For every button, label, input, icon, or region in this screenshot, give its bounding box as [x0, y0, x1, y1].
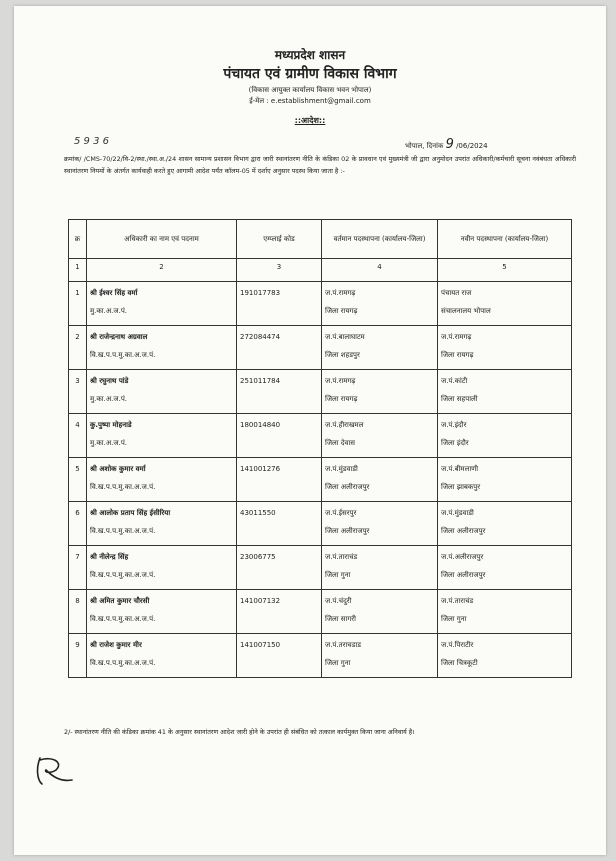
row-sn: [69, 634, 87, 678]
row-current-cell: [322, 326, 438, 370]
new-office: ज.पं.पिराटीर: [441, 641, 474, 649]
row-new-cell: [438, 370, 572, 414]
row-new-cell: [438, 458, 572, 502]
officer-name: श्री राजेन्द्रनाथ अग्रवाल: [90, 333, 148, 341]
row-sn: [69, 546, 87, 590]
officer-name: श्री रघुनाथ पांडे: [90, 377, 129, 385]
col-num: 3: [237, 259, 322, 282]
order-number: 5 9 3 6: [74, 136, 109, 147]
row-name-cell: [87, 590, 237, 634]
officer-name: श्री नीलेन्द्र सिंह: [90, 553, 129, 561]
sn-text: 9: [75, 641, 80, 649]
transfer-table: [68, 219, 572, 678]
row-current-cell: [322, 502, 438, 546]
new-district: संचालनालय भोपाल: [441, 307, 491, 315]
new-district: जिला इंदौर: [441, 439, 469, 447]
row-new-cell: [438, 634, 572, 678]
row-current-cell: [322, 634, 438, 678]
sn-text: 4: [75, 421, 80, 429]
table-row: [69, 282, 572, 326]
new-office: ज.पं.इंदौर: [441, 421, 467, 429]
row-new-cell: [438, 590, 572, 634]
sn-text: 2: [75, 333, 80, 341]
table-header-row: [69, 220, 572, 259]
officer-name: श्री अशोक कुमार वर्मा: [90, 465, 146, 473]
current-district: जिला रायगढ़: [325, 395, 358, 403]
row-code-cell: [237, 326, 322, 370]
order-title: ::आदेश::: [294, 116, 326, 125]
current-district: जिला गुना: [325, 659, 351, 667]
govt-name: मध्यप्रदेश शासन: [274, 48, 346, 62]
new-office: ज.पं.ताराचंड: [441, 597, 474, 605]
row-sn: [69, 282, 87, 326]
row-new-cell: [438, 282, 572, 326]
new-district: जिला झाबकपुर: [441, 483, 481, 491]
current-office: ज.पं.मुंडवाडी: [325, 465, 358, 473]
row-current-cell: [322, 590, 438, 634]
officer-designation: मु.का.अ.ज.पं.: [90, 395, 128, 403]
row-sn: [69, 502, 87, 546]
new-office: ज.पं.अलीराजपुर: [441, 553, 484, 561]
date-label: भोपाल, दिनांक: [405, 142, 444, 150]
new-office: पंचायत राज: [441, 289, 472, 297]
row-code-cell: [237, 590, 322, 634]
row-new-cell: [438, 502, 572, 546]
new-district: जिला अलीराजपुर: [441, 527, 486, 535]
row-name-cell: [87, 634, 237, 678]
col-num: 4: [322, 259, 438, 282]
current-office: ज.पं.रामगढ़: [325, 289, 356, 297]
current-office: ज.पं.तराचडाड: [325, 641, 362, 649]
row-sn: [69, 458, 87, 502]
new-district: जिला रायगढ़: [441, 351, 474, 359]
employee-code: 272084474: [240, 333, 281, 341]
table-row: [69, 590, 572, 634]
row-current-cell: [322, 414, 438, 458]
office-name: (विकास आयुक्त कार्यालय विकास भवन भोपाल): [248, 86, 372, 94]
order-paragraph: क्रमांक/ /CMS-70/22/वि-2/स्था./स्था.अ./24 शासन सामान्य प्रशासन विभाग द्वारा जारी स्थानांतरण नीति के कंडिका 02 के प्रावधान एवं मुख्यमंत्री जी द्वारा अनुमोदन उपरांत अधिकारी/कर्मचारी सूचना नवंबंधता अधिकारी स्थानांतरण नियमों के अंतर्गत कार्यवाही करते हुए आगामी आदेश पर्यंत कॉलम-05 में दर्शाए अनुसार पदस्थ किया जाता है :-: [64, 155, 576, 175]
row-code-cell: [237, 546, 322, 590]
table-row: [69, 414, 572, 458]
row-name-cell: [87, 502, 237, 546]
header-new: नवीन पदस्थापना (कार्यालय-जिला): [438, 220, 572, 259]
sn-text: 7: [75, 553, 80, 561]
row-new-cell: [438, 414, 572, 458]
row-code-cell: [237, 458, 322, 502]
new-district: जिला अलीराजपुर: [441, 571, 486, 579]
current-district: जिला गुना: [325, 571, 351, 579]
signature-mark: [34, 754, 76, 788]
officer-designation: वि.ख.प.प.मु.का.अ.ज.पं.: [90, 571, 156, 579]
header-name: अधिकारी का नाम एवं पदनाम: [87, 220, 237, 259]
table-row: [69, 502, 572, 546]
row-current-cell: [322, 458, 438, 502]
table-row: [69, 546, 572, 590]
officer-designation: वि.ख.प.प.मु.का.अ.ज.पं.: [90, 659, 156, 667]
officer-name: श्री राजेश कुमार मीर: [90, 641, 142, 649]
employee-code: 23006775: [240, 553, 276, 561]
row-new-cell: [438, 326, 572, 370]
row-current-cell: [322, 370, 438, 414]
table-row: [69, 634, 572, 678]
row-name-cell: [87, 282, 237, 326]
table-row: [69, 458, 572, 502]
current-district: जिला रायगढ़: [325, 307, 358, 315]
officer-name: श्री ईश्वर सिंह वर्मा: [90, 289, 138, 297]
current-office: ज.पं.चंदुरी: [325, 597, 352, 605]
column-number-row: [69, 259, 572, 282]
current-office: ज.पं.ईसरपुर: [325, 509, 357, 517]
new-district: जिला गुना: [441, 615, 467, 623]
document-page: [14, 6, 606, 855]
row-code-cell: [237, 370, 322, 414]
sn-text: 8: [75, 597, 80, 605]
current-office: ज.पं.बालाघाटम: [325, 333, 365, 341]
row-name-cell: [87, 546, 237, 590]
employee-code: 141007132: [240, 597, 281, 605]
new-office: ज.पं.रामगढ़: [441, 333, 472, 341]
sn-text: 1: [75, 289, 80, 297]
row-sn: [69, 370, 87, 414]
footer-note: 2/- स्थानांतरण नीति की कंडिका क्रमांक 41 के अनुसार स्थानांतरण आदेश जारी होने के उपरांत ही संबंधित को तत्काल कार्यमुक्त किया जाना अनिवार्य है।: [64, 728, 415, 736]
row-name-cell: [87, 458, 237, 502]
row-name-cell: [87, 370, 237, 414]
current-office: ज.पं.हीराखमल: [325, 421, 364, 429]
row-sn: [69, 414, 87, 458]
sn-text: 3: [75, 377, 80, 385]
current-district: जिला सागरी: [325, 615, 356, 623]
current-district: जिला देवास: [325, 439, 355, 447]
row-current-cell: [322, 546, 438, 590]
employee-code: 251011784: [240, 377, 281, 385]
col-num: 1: [69, 259, 87, 282]
row-name-cell: [87, 326, 237, 370]
row-new-cell: [438, 546, 572, 590]
sn-text: 6: [75, 509, 80, 517]
current-district: जिला अलीराजपुर: [325, 483, 370, 491]
department-name: पंचायत एवं ग्रामीण विकास विभाग: [223, 66, 397, 82]
current-office: ज.पं.ताराचंड: [325, 553, 358, 561]
new-office: ज.पं.मुंडवाडी: [441, 509, 474, 517]
employee-code: 180014840: [240, 421, 281, 429]
row-code-cell: [237, 502, 322, 546]
employee-code: 43011550: [240, 509, 276, 517]
new-district: जिला सहपाली: [441, 395, 478, 403]
officer-designation: वि.ख.प.प.मु.का.अ.ज.पं.: [90, 615, 156, 623]
row-sn: [69, 326, 87, 370]
email-line: ई-मेल : e.establishment@gmail.com: [249, 97, 371, 105]
order-date: [405, 137, 488, 152]
employee-code: 191017783: [240, 289, 281, 297]
employee-code: 141007150: [240, 641, 281, 649]
row-code-cell: [237, 414, 322, 458]
current-district: जिला शहडपुर: [325, 351, 360, 359]
officer-name: श्री आलोक प्रताप सिंह ईसीरिया: [90, 509, 171, 517]
row-name-cell: [87, 414, 237, 458]
table-row: [69, 326, 572, 370]
col-num: 2: [87, 259, 237, 282]
date-rest: /06/2024: [456, 142, 488, 150]
officer-designation: मु.का.अ.ज.पं.: [90, 307, 128, 315]
sn-text: 5: [75, 465, 80, 473]
date-day: 9: [445, 137, 454, 152]
officer-name: श्री अमित कुमार चौरसी: [90, 597, 150, 605]
new-office: ज.पं.कांटी: [441, 377, 468, 385]
officer-designation: वि.ख.प.प.मु.का.अ.ज.पं.: [90, 527, 156, 535]
header-current: वर्तमान पदस्थापना (कार्यालय-जिला): [322, 220, 438, 259]
current-district: जिला अलीराजपुर: [325, 527, 370, 535]
new-district: जिला चित्रकूटी: [441, 659, 478, 667]
header-code: एम्प्लाई कोड: [237, 220, 322, 259]
officer-name: कु.पुष्पा मोहनाडे: [90, 421, 132, 429]
row-code-cell: [237, 634, 322, 678]
officer-designation: वि.ख.प.प.मु.का.अ.ज.पं.: [90, 483, 156, 491]
officer-designation: मु.का.अ.ज.पं.: [90, 439, 128, 447]
header-sn: क्र: [69, 220, 87, 259]
new-office: ज.पं.बीमलाणी: [441, 465, 479, 473]
row-current-cell: [322, 282, 438, 326]
col-num: 5: [438, 259, 572, 282]
current-office: ज.पं.रामगढ़: [325, 377, 356, 385]
row-code-cell: [237, 282, 322, 326]
table-row: [69, 370, 572, 414]
employee-code: 141001276: [240, 465, 281, 473]
row-sn: [69, 590, 87, 634]
officer-designation: वि.ख.प.प.मु.का.अ.ज.पं.: [90, 351, 156, 359]
